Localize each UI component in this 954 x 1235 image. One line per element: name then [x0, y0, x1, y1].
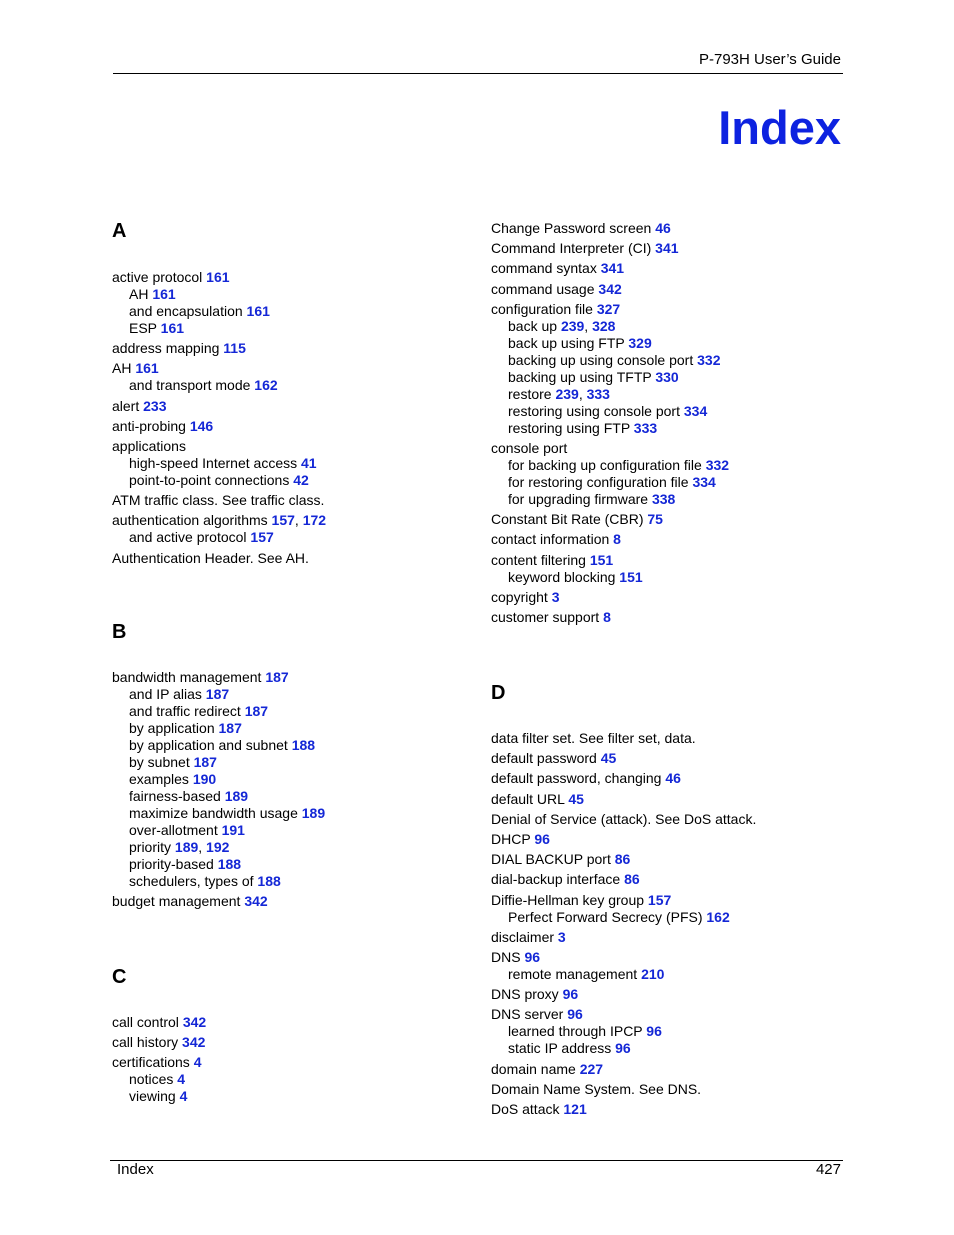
entry-term: restoring using FTP: [508, 420, 634, 436]
index-entry: [491, 589, 560, 606]
page-link[interactable]: 46: [655, 220, 671, 236]
page-link[interactable]: 332: [697, 352, 721, 368]
page-link[interactable]: 342: [598, 281, 622, 297]
index-entry: [491, 1101, 587, 1118]
page-link[interactable]: 190: [192, 771, 217, 787]
entry-term: default password, changing: [491, 770, 666, 786]
entry-term: for upgrading firmware: [508, 491, 652, 507]
index-entry: [491, 986, 578, 1003]
entry-term: budget management: [112, 893, 245, 909]
page-link[interactable]: 188: [291, 737, 316, 753]
entry-term: call control: [112, 1014, 183, 1030]
entry-term: priority-based: [129, 856, 218, 872]
index-subentry: [129, 873, 281, 890]
entry-term: DNS server: [491, 1006, 568, 1022]
page-link[interactable]: 157: [647, 892, 672, 908]
index-subentry: [508, 491, 675, 508]
page-link[interactable]: 115: [223, 340, 246, 356]
entry-term: DoS attack: [491, 1101, 564, 1117]
index-entry: [491, 892, 671, 909]
index-subentry: [508, 909, 730, 926]
page-link[interactable]: 341: [655, 240, 679, 256]
page-link[interactable]: 327: [596, 301, 621, 317]
page-link[interactable]: 3: [557, 929, 566, 945]
index-subentry: [129, 1071, 185, 1088]
index-entry: [112, 398, 166, 415]
page-link[interactable]: 121: [563, 1101, 587, 1117]
index-subentry: [508, 966, 664, 983]
page-link[interactable]: 45: [568, 791, 584, 807]
index-subentry: [508, 403, 707, 420]
entry-term: priority: [129, 839, 175, 855]
entry-term: command usage: [491, 281, 599, 297]
index-subentry: [129, 472, 309, 489]
index-entry: [112, 550, 309, 567]
entry-term: command syntax: [491, 260, 601, 276]
page-separator: ,: [198, 839, 207, 855]
index-entry: [491, 750, 616, 767]
index-subentry: [508, 474, 716, 491]
page-link[interactable]: 333: [633, 420, 658, 436]
entry-term: DNS proxy: [491, 986, 563, 1002]
entry-term: restore: [508, 386, 556, 402]
index-subentry: [508, 569, 643, 586]
entry-term: high-speed Internet access: [129, 455, 301, 471]
index-entry: [112, 1034, 205, 1051]
entry-term: Command Interpreter (CI): [491, 240, 656, 256]
page-link[interactable]: 3: [551, 589, 560, 605]
entry-term: for restoring configuration file: [508, 474, 693, 490]
page-link[interactable]: 4: [193, 1054, 202, 1070]
page-link[interactable]: 96: [646, 1023, 662, 1039]
index-subentry: [129, 455, 317, 472]
index-entry: [491, 260, 624, 277]
entry-term: schedulers, types of: [129, 873, 258, 889]
header-rule: [113, 73, 843, 74]
index-subentry: [129, 703, 268, 720]
index-entry: [112, 438, 186, 455]
entry-term: and active protocol: [129, 529, 251, 545]
index-entry: [491, 609, 611, 626]
entry-term: over-allotment: [129, 822, 222, 838]
entry-term: data filter set. See filter set, data.: [491, 730, 696, 746]
index-subentry: [129, 839, 229, 856]
index-entry: [491, 730, 696, 747]
page-link[interactable]: 96: [567, 1006, 583, 1022]
entry-term: learned through IPCP: [508, 1023, 647, 1039]
entry-term: restoring using console port: [508, 403, 684, 419]
page-link[interactable]: 342: [244, 893, 268, 909]
page-link[interactable]: 189: [224, 788, 249, 804]
page-link[interactable]: 239: [560, 318, 585, 334]
page-link[interactable]: 210: [641, 966, 665, 982]
index-subentry: [508, 386, 610, 403]
index-subentry: [508, 335, 652, 352]
page-link[interactable]: 157: [271, 512, 295, 528]
page-link[interactable]: 239: [555, 386, 579, 402]
entry-term: fairness-based: [129, 788, 225, 804]
page-link[interactable]: 334: [683, 403, 708, 419]
index-entry: [112, 340, 246, 357]
entry-term: ATM traffic class. See traffic class.: [112, 492, 325, 508]
page-link[interactable]: 4: [179, 1088, 188, 1104]
entry-term: AH: [129, 286, 153, 302]
page-link[interactable]: 330: [655, 369, 679, 385]
index-subentry: [129, 771, 216, 788]
page-link[interactable]: 191: [221, 822, 245, 838]
page-link[interactable]: 157: [250, 529, 274, 545]
index-entry: [491, 791, 584, 808]
page-link[interactable]: 96: [562, 986, 579, 1002]
index-entry: [112, 360, 159, 377]
page-link[interactable]: 334: [692, 474, 716, 490]
index-entry: [491, 851, 630, 868]
entry-term: domain name: [491, 1061, 580, 1077]
entry-term: and transport mode: [129, 377, 255, 393]
page-link[interactable]: 338: [651, 491, 676, 507]
page-link[interactable]: 342: [182, 1014, 207, 1030]
index-entry: [491, 240, 679, 257]
entry-term: point-to-point connections: [129, 472, 294, 488]
entry-term: applications: [112, 438, 186, 454]
index-subentry: [129, 303, 270, 320]
page-link[interactable]: 189: [301, 805, 326, 821]
index-entry: [491, 811, 756, 828]
page-link[interactable]: 172: [302, 512, 327, 528]
index-entry: [112, 893, 268, 910]
page-link[interactable]: 151: [619, 569, 643, 585]
entry-term: certifications: [112, 1054, 194, 1070]
page-link[interactable]: 341: [600, 260, 625, 276]
entry-term: default password: [491, 750, 601, 766]
entry-term: address mapping: [112, 340, 224, 356]
page-link[interactable]: 86: [624, 871, 640, 887]
entry-term: Domain Name System. See DNS.: [491, 1081, 702, 1097]
entry-term: keyword blocking: [508, 569, 620, 585]
index-entry: [112, 269, 230, 286]
index-entry: [491, 511, 663, 528]
entry-term: by application and subnet: [129, 737, 292, 753]
page-link[interactable]: 161: [160, 320, 185, 336]
entry-term: DIAL BACKUP port: [491, 851, 615, 867]
page-link[interactable]: 233: [143, 398, 167, 414]
page-link[interactable]: 146: [189, 418, 214, 434]
index-subentry: [508, 1023, 662, 1040]
index-entry: [491, 871, 640, 888]
index-subentry: [508, 318, 615, 335]
section-letter-b: B: [112, 621, 127, 643]
page-link[interactable]: 86: [614, 851, 631, 867]
entry-term: authentication algorithms: [112, 512, 272, 528]
page-link[interactable]: 161: [206, 269, 230, 285]
entry-term: by application: [129, 720, 219, 736]
index-entry: [491, 1006, 583, 1023]
index-subentry: [129, 1088, 187, 1105]
entry-term: Diffie-Hellman key group: [491, 892, 648, 908]
page-link[interactable]: 46: [665, 770, 681, 786]
entry-term: back up: [508, 318, 561, 334]
index-entry: [112, 418, 213, 435]
entry-term: disclaimer: [491, 929, 558, 945]
index-entry: [491, 220, 671, 237]
page-link[interactable]: 189: [174, 839, 199, 855]
page-link[interactable]: 8: [603, 609, 611, 625]
page-link[interactable]: 328: [592, 318, 616, 334]
index-subentry: [129, 286, 176, 303]
page-link[interactable]: 162: [706, 909, 730, 925]
page-separator: ,: [294, 512, 303, 528]
index-subentry: [129, 320, 184, 337]
index-entry: [112, 1014, 206, 1031]
entry-term: Authentication Header. See AH.: [112, 550, 309, 566]
page-link[interactable]: 161: [152, 286, 176, 302]
entry-term: for backing up configuration file: [508, 457, 706, 473]
section-letter-a: A: [112, 220, 127, 242]
entry-term: maximize bandwidth usage: [129, 805, 302, 821]
entry-term: console port: [491, 440, 568, 456]
page-link[interactable]: 192: [206, 839, 230, 855]
entry-term: DHCP: [491, 831, 535, 847]
entry-term: Constant Bit Rate (CBR): [491, 511, 648, 527]
entry-term: configuration file: [491, 301, 597, 317]
page-link[interactable]: 161: [246, 303, 270, 319]
entry-term: backing up using TFTP: [508, 369, 656, 385]
running-header: P-793H User’s Guide: [698, 51, 841, 68]
index-subentry: [129, 737, 315, 754]
index-entry: [491, 1061, 603, 1078]
section-letter-c: C: [112, 966, 127, 988]
index-entry: [112, 512, 326, 529]
index-subentry: [129, 788, 248, 805]
entry-term: AH: [112, 360, 136, 376]
entry-term: call history: [112, 1034, 183, 1050]
entry-term: contact information: [491, 531, 614, 547]
page-link[interactable]: 187: [265, 669, 289, 685]
page-link[interactable]: 329: [628, 335, 652, 351]
page-link[interactable]: 96: [615, 1040, 631, 1056]
page-link[interactable]: 75: [647, 511, 663, 527]
index-subentry: [508, 1040, 631, 1057]
page-link[interactable]: 8: [613, 531, 621, 547]
entry-term: Perfect Forward Secrecy (PFS): [508, 909, 707, 925]
page-link[interactable]: 162: [254, 377, 278, 393]
index-entry: [491, 531, 621, 548]
page-link[interactable]: 161: [135, 360, 159, 376]
page-link[interactable]: 187: [193, 754, 217, 770]
index-entry: [491, 281, 622, 298]
page-link[interactable]: 45: [600, 750, 617, 766]
entry-term: and IP alias: [129, 686, 206, 702]
entry-term: DNS: [491, 949, 525, 965]
index-entry: [112, 1054, 202, 1071]
page-link[interactable]: 188: [257, 873, 281, 889]
entry-term: dial-backup interface: [491, 871, 625, 887]
index-subentry: [129, 377, 278, 394]
index-subentry: [129, 686, 229, 703]
index-entry: [491, 301, 620, 318]
footer-page-number: 427: [815, 1161, 841, 1178]
entry-term: by subnet: [129, 754, 194, 770]
index-entry: [491, 929, 566, 946]
index-entry: [491, 831, 550, 848]
entry-term: bandwidth management: [112, 669, 266, 685]
entry-term: Change Password screen: [491, 220, 656, 236]
entry-term: copyright: [491, 589, 552, 605]
entry-term: active protocol: [112, 269, 207, 285]
page-link[interactable]: 42: [293, 472, 309, 488]
entry-term: examples: [129, 771, 193, 787]
index-subentry: [129, 822, 245, 839]
entry-term: anti-probing: [112, 418, 190, 434]
index-subentry: [129, 754, 217, 771]
page-separator: ,: [578, 386, 587, 402]
page-separator: ,: [584, 318, 593, 334]
page-link[interactable]: 41: [301, 455, 317, 471]
page-link[interactable]: 187: [218, 720, 242, 736]
page-link[interactable]: 188: [217, 856, 242, 872]
entry-term: default URL: [491, 791, 569, 807]
entry-term: Denial of Service (attack). See DoS attack.: [491, 811, 757, 827]
entry-term: alert: [112, 398, 144, 414]
entry-term: back up using FTP: [508, 335, 629, 351]
index-entry: [491, 949, 540, 966]
index-subentry: [508, 352, 720, 369]
footer-section-name: Index: [117, 1161, 154, 1178]
index-subentry: [129, 805, 325, 822]
entry-term: backing up using console port: [508, 352, 698, 368]
index-entry: [112, 492, 324, 509]
page-link[interactable]: 342: [182, 1034, 206, 1050]
page-link[interactable]: 151: [589, 552, 614, 568]
page-link[interactable]: 333: [586, 386, 610, 402]
index-entry: [491, 440, 567, 457]
index-subentry: [129, 529, 274, 546]
entry-term: viewing: [129, 1088, 180, 1104]
entry-term: remote management: [508, 966, 642, 982]
index-entry: [491, 552, 613, 569]
page-link[interactable]: 96: [534, 831, 550, 847]
page-link[interactable]: 187: [205, 686, 230, 702]
section-letter-d: D: [491, 682, 506, 704]
footer-rule: [110, 1160, 843, 1161]
entry-term: and encapsulation: [129, 303, 247, 319]
page-title: Index: [718, 101, 841, 154]
page-link[interactable]: 187: [244, 703, 269, 719]
entry-term: content filtering: [491, 552, 590, 568]
index-subentry: [129, 856, 241, 873]
index-subentry: [508, 420, 657, 437]
entry-term: and traffic redirect: [129, 703, 245, 719]
entry-term: static IP address: [508, 1040, 616, 1056]
entry-term: customer support: [491, 609, 604, 625]
index-subentry: [508, 369, 679, 386]
entry-term: notices: [129, 1071, 178, 1087]
entry-term: ESP: [129, 320, 161, 336]
index-subentry: [129, 720, 242, 737]
page-link[interactable]: 96: [524, 949, 541, 965]
page-link[interactable]: 227: [579, 1061, 604, 1077]
page-link[interactable]: 4: [177, 1071, 186, 1087]
index-entry: [112, 669, 289, 686]
index-subentry: [508, 457, 729, 474]
page-link[interactable]: 332: [705, 457, 730, 473]
index-entry: [491, 1081, 701, 1098]
index-entry: [491, 770, 681, 787]
